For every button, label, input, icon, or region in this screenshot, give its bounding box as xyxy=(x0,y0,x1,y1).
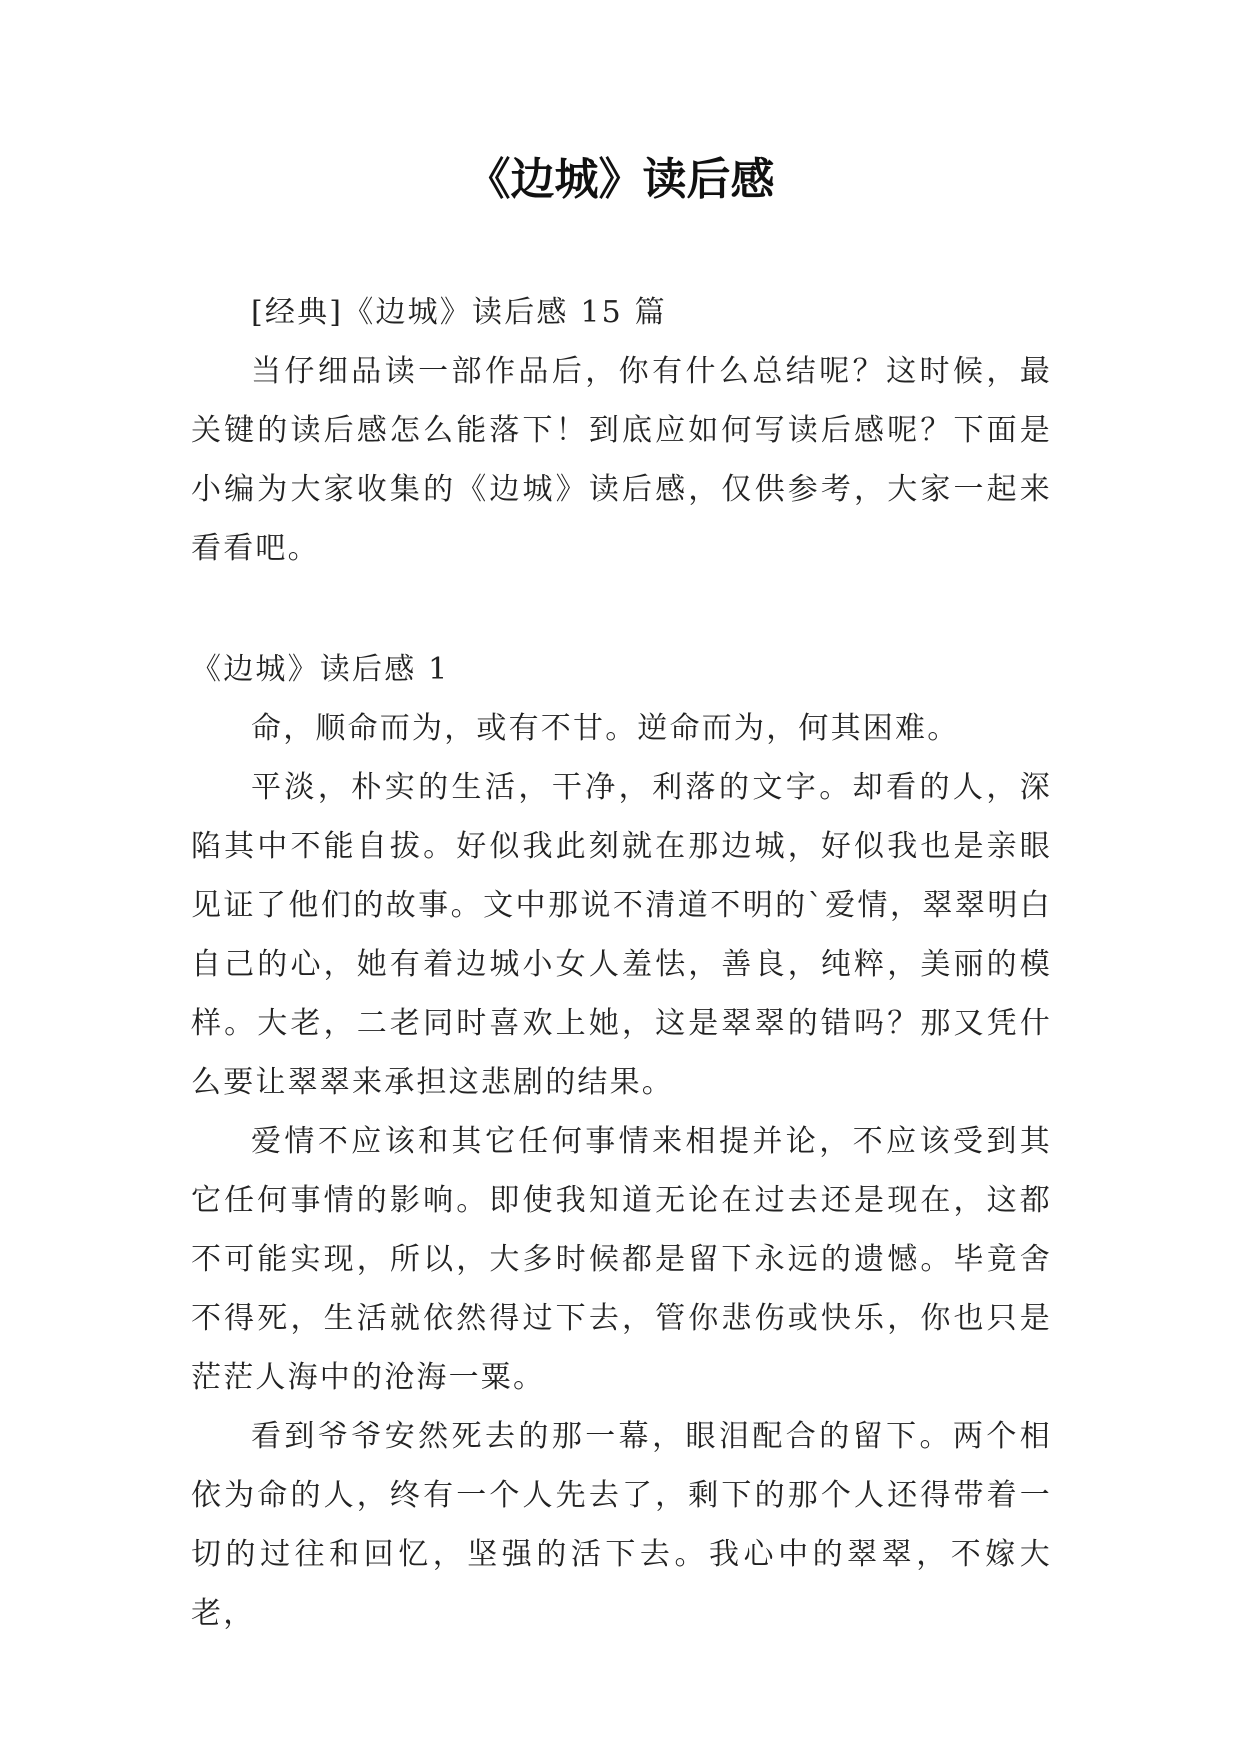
body-paragraph: 看到爷爷安然死去的那一幕，眼泪配合的留下。两个相依为命的人，终有一个人先去了，剩下的那个人还得带着一切的过往和回忆，坚强的活下去。我心中的翠翠，不嫁大老， xyxy=(191,1419,1052,1631)
body-paragraph: 命，顺命而为，或有不甘。逆命而为，何其困难。 xyxy=(251,711,960,746)
body-paragraph: 爱情不应该和其它任何事情来相提并论，不应该受到其它任何事情的影响。即使我知道无论在过去还是现在，这都不可能实现，所以，大多时候都是留下永远的遗憾。毕竟舍不得死，生活就依然得过下去，管你悲伤或快乐，你也只是茫茫人海中的沧海一粟。 xyxy=(191,1124,1052,1395)
essay-section xyxy=(191,640,1052,1643)
body-paragraph: 平淡，朴实的生活，干净，利落的文字。却看的人，深陷其中不能自拔。好似我此刻就在那边城，好似我也是亲眼见证了他们的故事。文中那说不清道不明的`爱情，翠翠明白自己的心，她有着边城小女人羞怯，善良，纯粹，美丽的模样。大老，二老同时喜欢上她，这是翠翠的错吗？那又凭什么要让翠翠来承担这悲剧的结果。 xyxy=(191,770,1052,1100)
intro-paragraph: 当仔细品读一部作品后，你有什么总结呢？这时候，最关键的读后感怎么能落下！到底应如何写读后感呢？下面是小编为大家收集的《边城》读后感，仅供参考，大家一起来看看吧。 xyxy=(191,354,1052,566)
intro-block xyxy=(191,283,1052,578)
section-heading: 《边城》读后感 1 xyxy=(191,652,450,687)
document-title: 《边城》读后感 xyxy=(466,154,775,205)
document-subtitle: [经典]《边城》读后感 15 篇 xyxy=(251,295,667,330)
